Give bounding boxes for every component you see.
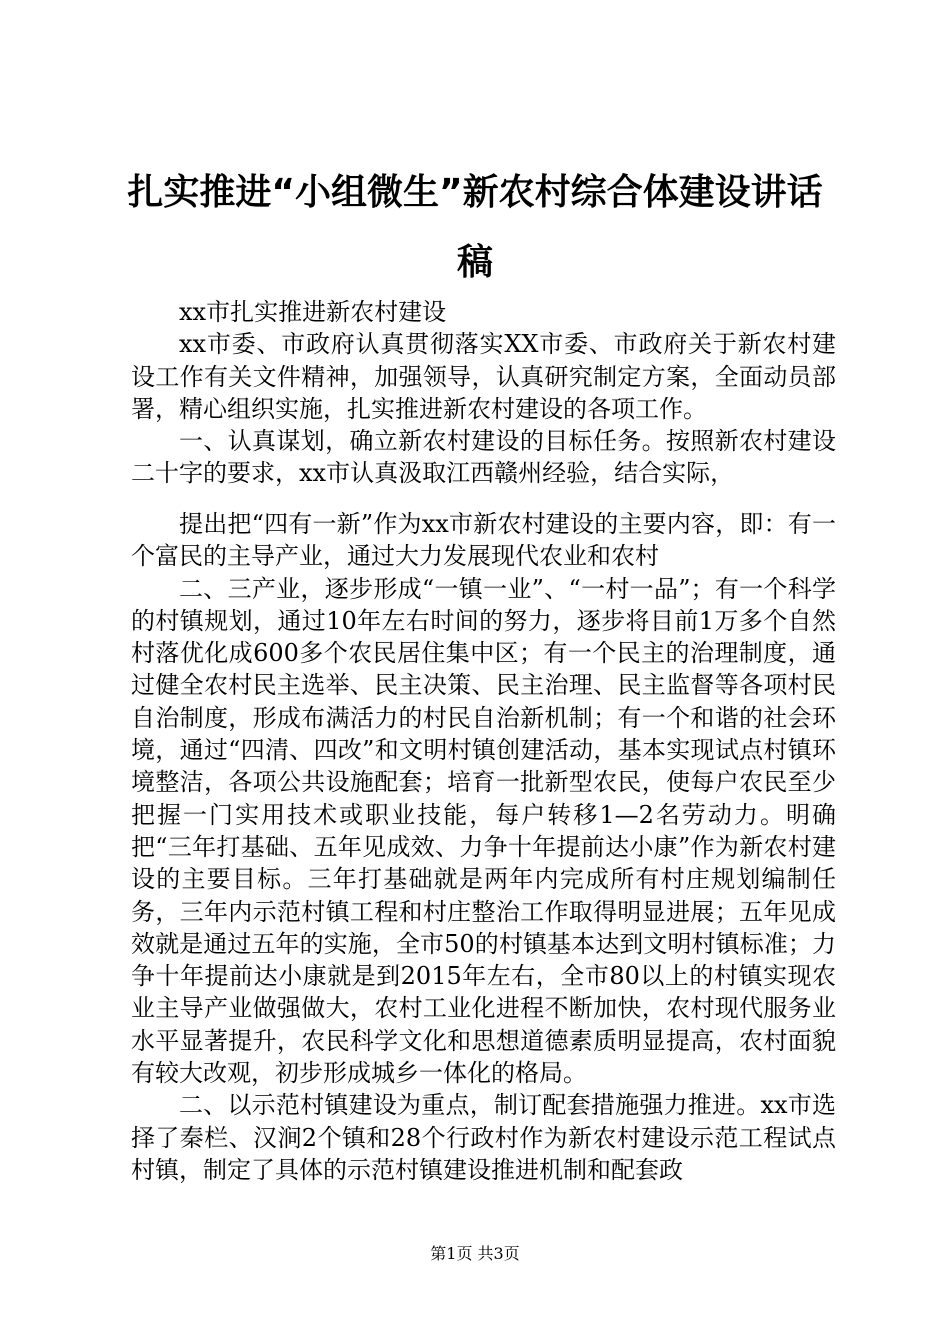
paragraph: xx市委、市政府认真贯彻落实XX市委、市政府关于新农村建设工作有关文件精神，加强领导，认真研究制定方案，全面动员部署，精心组织实施，扎实推进新农村建设的各项工作。 — [131, 330, 836, 423]
paragraph: 提出把“四有一新”作为xx市新农村建设的主要内容，即：有一个富民的主导产业，通过大力发展现代农业和农村 — [131, 510, 836, 571]
document-title: 扎实推进“小组微生”新农村综合体建设讲话稿 — [127, 172, 823, 283]
document-body-top — [131, 296, 836, 490]
paragraph: xx市扎实推进新农村建设 — [179, 298, 447, 326]
paragraph: 二、三产业，逐步形成“一镇一业”、“一村一品”；有一个科学的村镇规划，通过10年左右时间的努力，逐步将目前1万多个自然村落优化成600多个农民居住集中区；有一个民主的治理制度，通过健全农村民主选举、民主决策、民主治理、民主监督等各项村民自治制度，形成布满活力的村民自治新机制；有一个和谐的社会环境，通过“四清、四改”和文明村镇创建活动，基本实现试点村镇环境整洁，各项公共设施配套；培育一批新型农民，使每户农民至少把握一门实用技术或职业技能，每户转移1—2名劳动力。明确把“三年打基础、五年见成效、力争十年提前达小康”作为新农村建设的主要目标。三年打基础就是两年内完成所有村庄规划编制任务，三年内示范村镇工程和村庄整治工作取得明显进展；五年见成效就是通过五年的实施，全市50的村镇基本达到文明村镇标准；力争十年提前达小康就是到2015年左右，全市80以上的村镇实现农业主导产业做强做大，农村工业化进程不断加快，农村现代服务业水平显著提升，农民科学文化和思想道德素质明显提高，农村面貌有较大改观，初步形成城乡一体化的格局。 — [131, 574, 836, 1088]
paragraph: 一、认真谋划，确立新农村建设的目标任务。按照新农村建设二十字的要求，xx市认真汲取江西赣州经验，结合实际， — [131, 427, 836, 488]
page-footer: 第1页 共3页 — [430, 1244, 520, 1263]
document-body-bottom — [131, 508, 836, 1186]
paragraph: 二、以示范村镇建设为重点，制订配套措施强力推进。xx市选择了秦栏、汉涧2个镇和28个行政村作为新农村建设示范工程试点村镇，制定了具体的示范村镇建设推进机制和配套政 — [131, 1091, 836, 1184]
